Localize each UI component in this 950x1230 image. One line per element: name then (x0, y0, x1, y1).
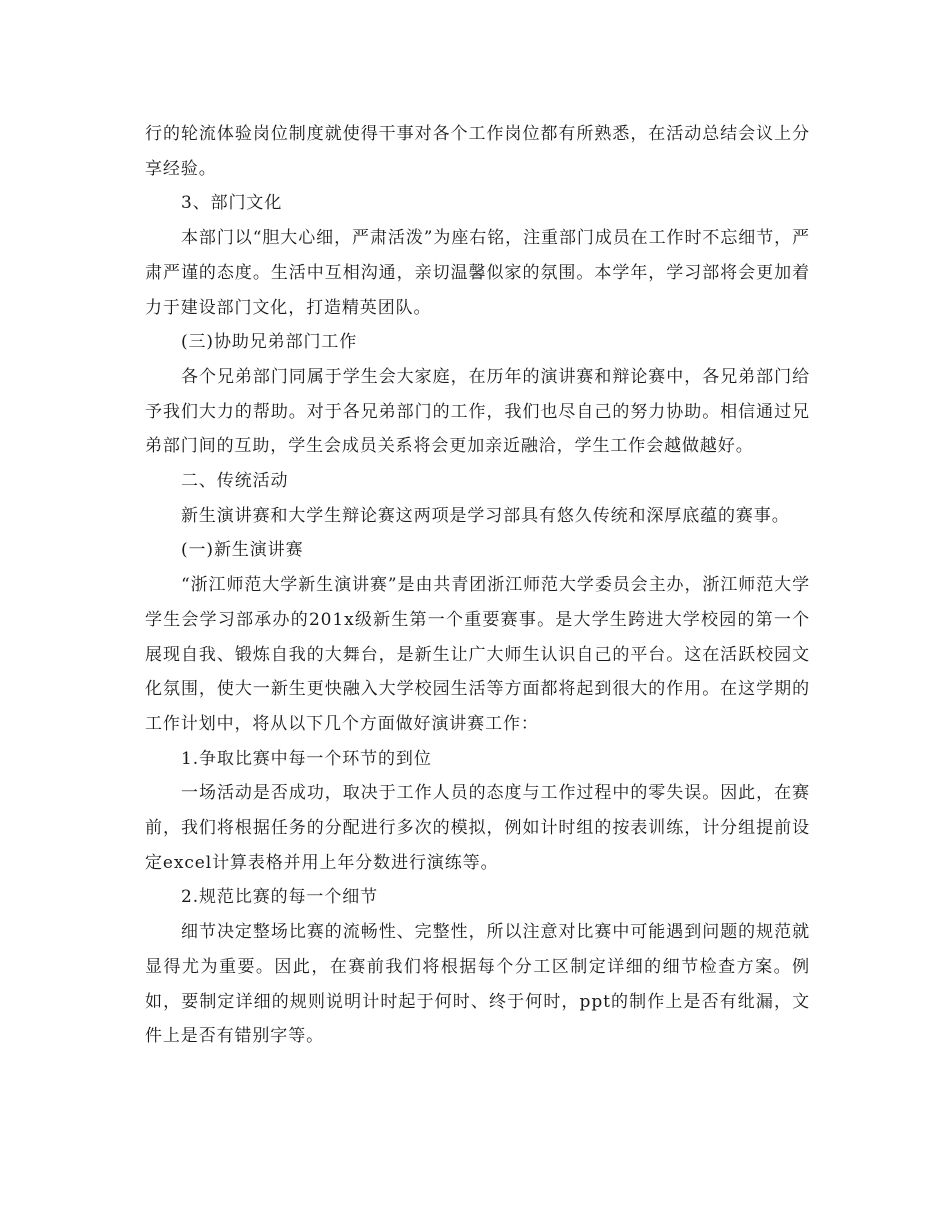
paragraph-traditional-activities: 新生演讲赛和大学生辩论赛这两项是学习部具有悠久传统和深厚底蕴的赛事。 (181, 505, 790, 526)
paragraph-rotation-system: 行的轮流体验岗位制度就使得干事对各个工作岗位都有所熟悉，在活动总结会议上分享经验。 (145, 124, 810, 179)
paragraph-every-step: 一场活动是否成功，取决于工作人员的态度与工作过程中的零失误。因此，在赛前，我们将根据任务的分配进行多次的模拟，例如计时组的按表训练，计分组提前设定excel计算表格并用上年分数进行演练等。 (145, 783, 810, 873)
document-body (145, 117, 810, 1054)
paragraph-freshman-speech-contest: “浙江师范大学新生演讲赛”是由共青团浙江师范大学委员会主办，浙江师范大学学生会学习部承办的201x级新生第一个重要赛事。是大学生跨进大学校园的第一个展现自我、锻炼自我的大舞台，是新生让广大师生认识自己的平台。这在活跃校园文化氛围，使大一新生更快融入大学校园生活等方面都将起到很大的作用。在这学期的工作计划中，将从以下几个方面做好演讲赛工作： (145, 575, 810, 734)
heading-every-detail: 2.规范比赛的每一个细节 (181, 887, 379, 908)
paragraph-department-culture: 本部门以“胆大心细，严肃活泼”为座右铭，注重部门成员在工作时不忘细节，严肃严谨的态度。生活中互相沟通，亲切温馨似家的氛围。本学年，学习部将会更加着力于建设部门文化，打造精英团队。 (145, 228, 810, 318)
heading-department-culture: 3、部门文化 (181, 193, 283, 214)
heading-traditional-activities: 二、传统活动 (181, 471, 289, 492)
heading-every-step: 1.争取比赛中每一个环节的到位 (181, 748, 432, 769)
heading-assist-departments: (三)协助兄弟部门工作 (181, 332, 358, 353)
paragraph-every-detail: 细节决定整场比赛的流畅性、完整性，所以注意对比赛中可能遇到问题的规范就显得尤为重要。因此，在赛前我们将根据每个分工区制定详细的细节检查方案。例如，要制定详细的规则说明计时起于何时、终于何时，ppt的制作上是否有纰漏，文件上是否有错别字等。 (145, 922, 810, 1047)
paragraph-assist-departments: 各个兄弟部门同属于学生会大家庭，在历年的演讲赛和辩论赛中，各兄弟部门给予我们大力的帮助。对于各兄弟部门的工作，我们也尽自己的努力协助。相信通过兄弟部门间的互助，学生会成员关系将会更加亲近融洽，学生工作会越做越好。 (145, 366, 810, 457)
heading-freshman-speech-contest: (一)新生演讲赛 (181, 540, 304, 561)
